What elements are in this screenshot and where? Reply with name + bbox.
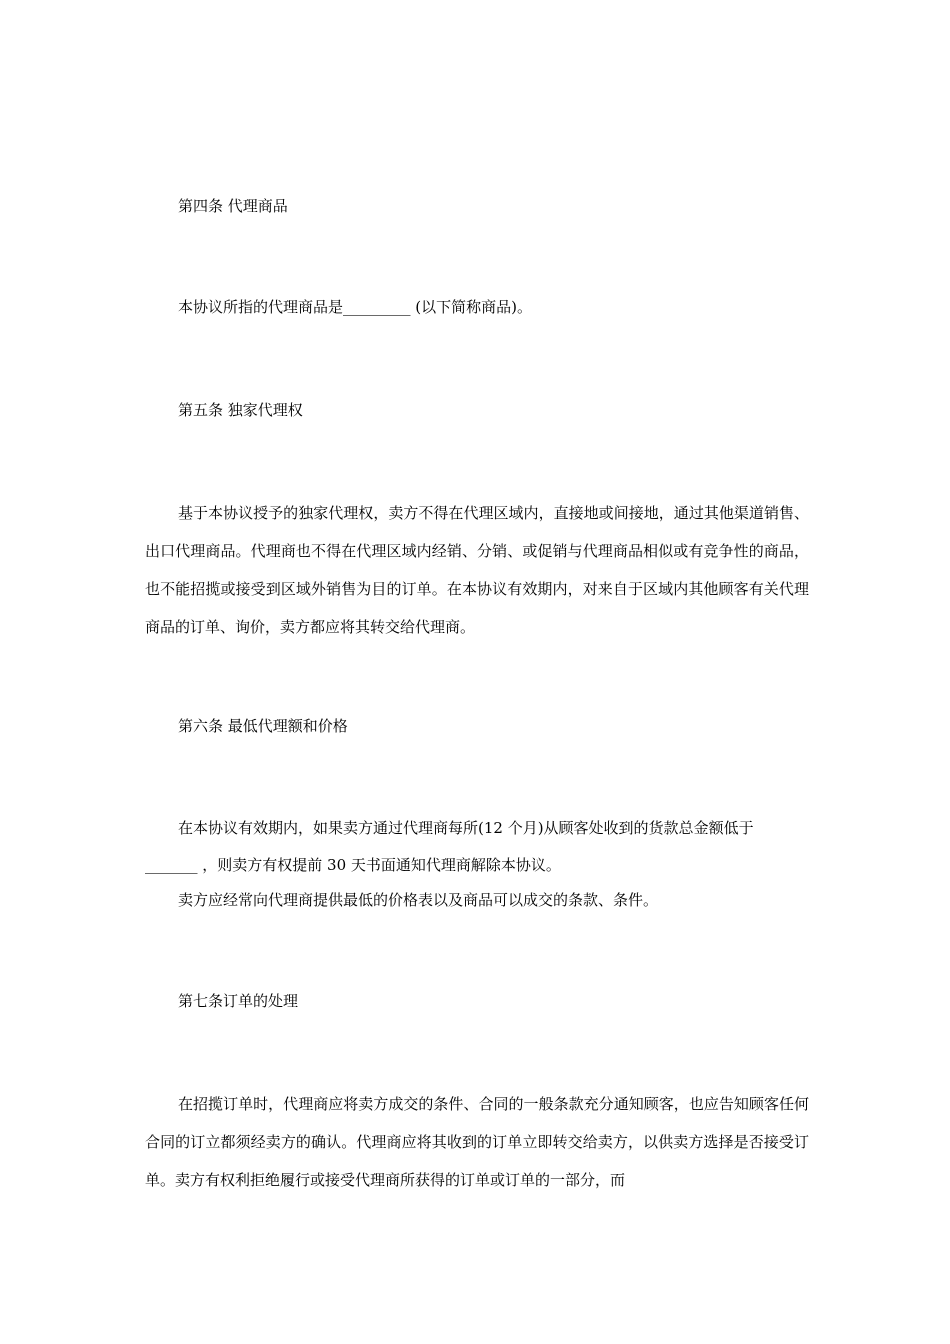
section-4-text: 本协议所指的代理商品是_________ (以下简称商品)。	[178, 298, 532, 316]
section-6-line-3: 卖方应经常向代理商提供最低的价格表以及商品可以成交的条款、条件。	[178, 891, 659, 909]
section-6-line-2: _______ ，则卖方有权提前 30 天书面通知代理商解除本协议。	[145, 856, 561, 874]
section-6-line-1: 在本协议有效期内，如果卖方通过代理商每所(12 个月)从顾客处收到的货款总金额低于	[178, 819, 754, 837]
section-5-paragraph: 基于本协议授予的独家代理权，卖方不得在代理区域内，直接地或间接地，通过其他渠道销售、出口代理商品。代理商也不得在代理区域内经销、分销、或促销与代理商品相似或有竞争性的商品，也不能招揽或接受到区域外销售为目的订单。在本协议有效期内，对来自于区域内其他顾客有关代理商品的订单、询价，卖方都应将其转交给代理商。	[145, 504, 809, 636]
section-7-paragraph: 在招揽订单时，代理商应将卖方成交的条件、合同的一般条款充分通知顾客，也应告知顾客任何合同的订立都须经卖方的确认。代理商应将其收到的订单立即转交给卖方，以供卖方选择是否接受订单。卖方有权利拒绝履行或接受代理商所获得的订单或订单的一部分，而	[145, 1095, 809, 1189]
section-7-heading: 第七条订单的处理	[178, 992, 299, 1010]
section-6-heading: 第六条 最低代理额和价格	[178, 717, 348, 735]
section-5-heading: 第五条 独家代理权	[178, 401, 303, 419]
section-4-heading: 第四条 代理商品	[178, 197, 288, 215]
